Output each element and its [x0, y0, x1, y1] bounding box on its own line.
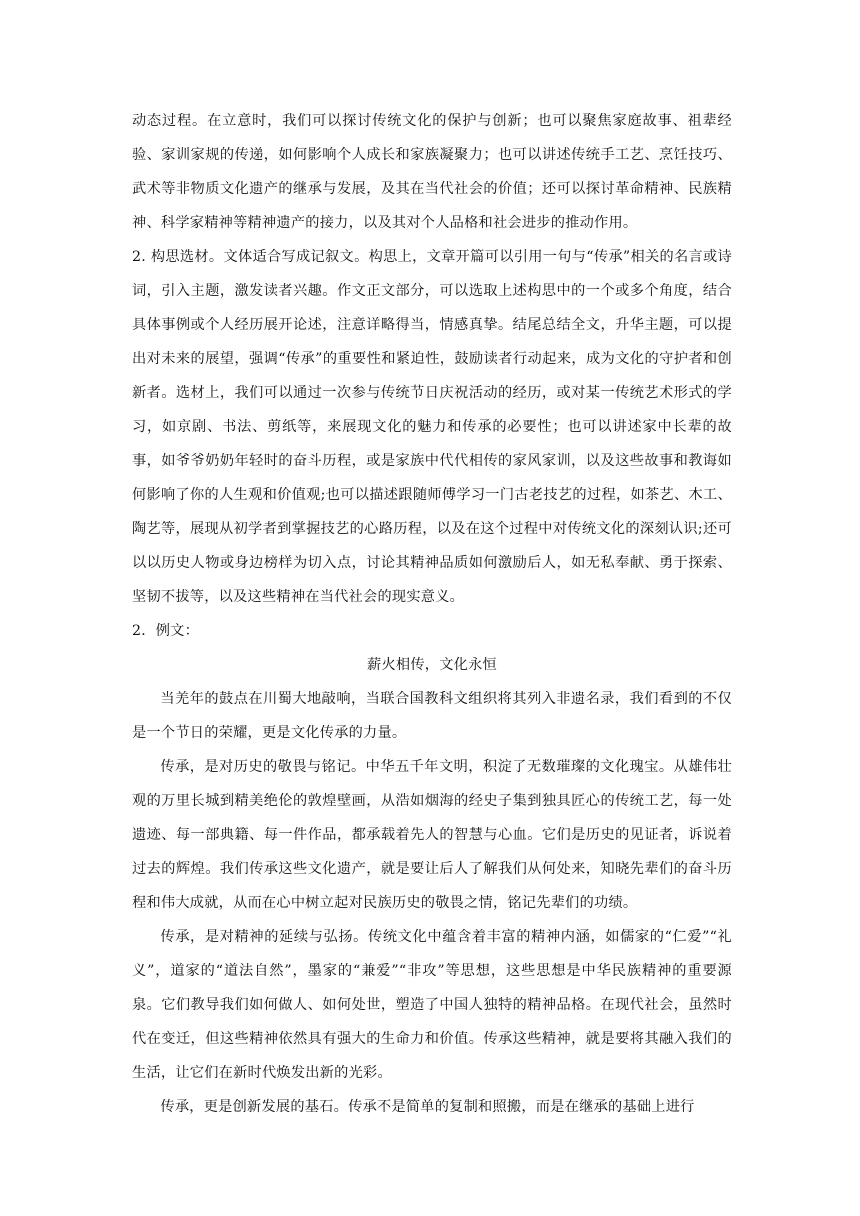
intro-paragraph-2: 2. 构思选材。文体适合写成记叙文。构思上，文章开篇可以引用一句与“传承”相关的名言或诗词，引入主题，激发读者兴趣。作文正文部分，可以选取上述构思中的一个或多个角度，结合具体事例或个人经历展开论述，注意详略得当，情感真挚。结尾总结全文，升华主题，可以提出对未来的展望，强调“传承”的重要性和紧迫性，鼓励读者行动起来，成为文化的守护者和创新者。选材上，我们可以通过一次参与传统节日庆祝活动的经历，或对某一传统艺术形式的学习，如京剧、书法、剪纸等，来展现文化的魅力和传承的必要性；也可以讲述家中长辈的故事，如爷爷奶奶年轻时的奋斗历程，或是家族中代代相传的家风家训，以及这些故事和教诲如何影响了你的人生观和价值观;也可以描述跟随师傅学习一门古老技艺的过程，如茶艺、木工、陶艺等，展现从初学者到掌握技艺的心路历程，以及在这个过程中对传统文化的深刻认识;还可以以历史人物或身边榜样为切入点，讨论其精神品质如何激励后人，如无私奉献、勇于探索、坚韧不拔等，以及这些精神在当代社会的现实意义。 — [132, 249, 732, 605]
essay-paragraph-1: 当羌年的鼓点在川蜀大地敲响，当联合国教科文组织将其列入非遗名录，我们看到的不仅是一个节日的荣耀，更是文化传承的力量。 — [132, 691, 732, 741]
essay-paragraph-2: 传承，是对历史的敬畏与铭记。中华五千年文明，积淀了无数璀璨的文化瑰宝。从雄伟壮观的万里长城到精美绝伦的敦煌壁画，从浩如烟海的经史子集到独具匠心的传统工艺，每一处遗迹、每一部典籍、每一件作品，都承载着先人的智慧与心血。它们是历史的见证者，诉说着过去的辉煌。我们传承这些文化遗产，就是要让后人了解我们从何处来，知晓先辈们的奋斗历程和伟大成就，从而在心中树立起对民族历史的敬畏之情，铭记先辈们的功绩。 — [132, 759, 732, 911]
essay-paragraph-3: 传承，是对精神的延续与弘扬。传统文化中蕴含着丰富的精神内涵，如儒家的“仁爱”“礼义”，道家的“道法自然”，墨家的“兼爱”“非攻”等思想，这些思想是中华民族精神的重要源泉。它们教导我们如何做人、如何处世，塑造了中国人独特的精神品格。在现代社会，虽然时代在变迁，但这些精神依然具有强大的生命力和价值。传承这些精神，就是要将其融入我们的生活，让它们在新时代焕发出新的光彩。 — [132, 929, 732, 1081]
essay-title: 薪火相传，文化永恒 — [367, 657, 497, 673]
intro-paragraph-1: 动态过程。在立意时，我们可以探讨传统文化的保护与创新；也可以聚焦家庭故事、祖辈经验、家训家规的传递，如何影响个人成长和家族凝聚力；也可以讲述传统手工艺、烹饪技巧、武术等非物质文化遗产的继承与发展，及其在当代社会的价值；还可以探讨革命精神、民族精神、科学家精神等精神遗产的接力，以及其对个人品格和社会进步的推动作用。 — [132, 113, 732, 231]
sample-essay-label: 2．例文： — [132, 623, 200, 639]
document-body — [132, 104, 732, 1124]
essay-paragraph-4: 传承，更是创新发展的基石。传承不是简单的复制和照搬，而是在继承的基础上进行 — [160, 1099, 695, 1115]
